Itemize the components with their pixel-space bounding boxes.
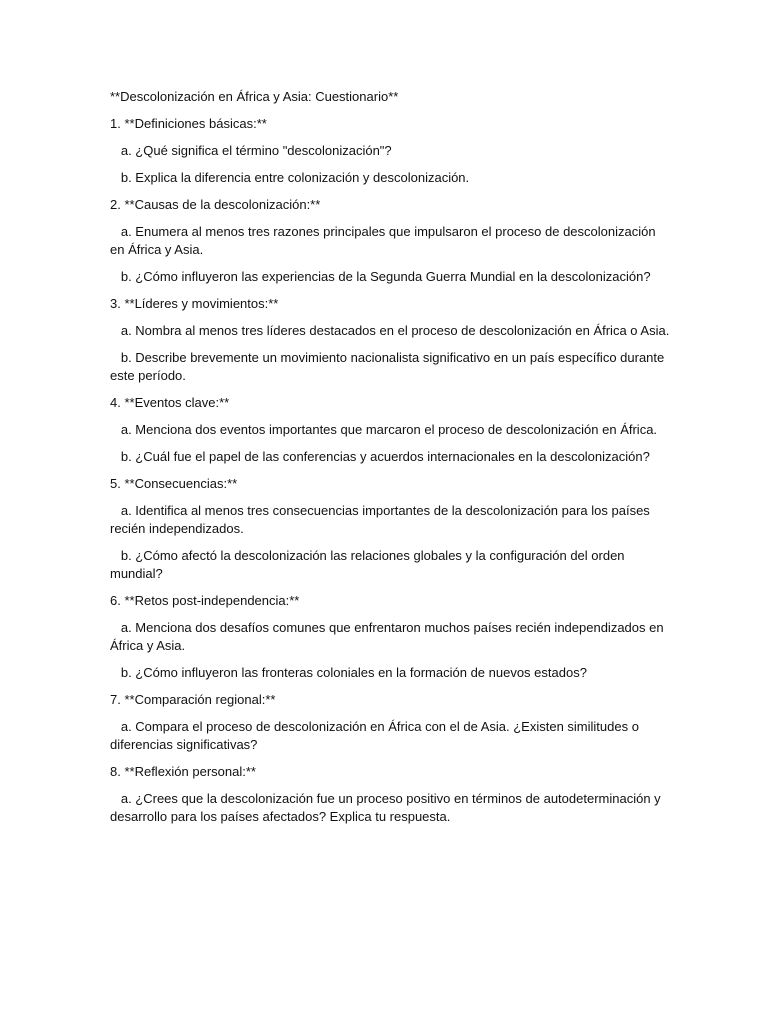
- question-item: a. Menciona dos desafíos comunes que enfrentaron muchos países recién independizados en África y Asia.: [110, 620, 668, 653]
- question-item: a. Identifica al menos tres consecuencias importantes de la descolonización para los países recién independizados.: [110, 503, 654, 536]
- section-2: [110, 196, 670, 286]
- question-heading: 2. **Causas de la descolonización:**: [110, 197, 321, 212]
- question-item: b. ¿Cómo influyeron las fronteras coloniales en la formación de nuevos estados?: [110, 665, 587, 680]
- question-heading: 3. **Líderes y movimientos:**: [110, 296, 279, 311]
- section-4: [110, 394, 670, 466]
- question-heading: 6. **Retos post-independencia:**: [110, 593, 300, 608]
- question-item: b. Describe brevemente un movimiento nacionalista significativo en un país específico durante este período.: [110, 350, 668, 383]
- question-heading: 8. **Reflexión personal:**: [110, 764, 256, 779]
- section-6: [110, 592, 670, 682]
- question-heading: 4. **Eventos clave:**: [110, 395, 230, 410]
- question-heading: 1. **Definiciones básicas:**: [110, 116, 267, 131]
- question-item: b. ¿Cómo afectó la descolonización las relaciones globales y la configuración del orden mundial?: [110, 548, 629, 581]
- question-item: a. ¿Qué significa el término "descolonización"?: [110, 143, 392, 158]
- document-title: **Descolonización en África y Asia: Cuestionario**: [110, 89, 399, 104]
- question-item: b. ¿Cuál fue el papel de las conferencias y acuerdos internacionales en la descolonización?: [110, 449, 650, 464]
- question-item: a. Menciona dos eventos importantes que marcaron el proceso de descolonización en África.: [110, 422, 658, 437]
- question-item: b. Explica la diferencia entre colonización y descolonización.: [110, 170, 470, 185]
- question-item: a. Nombra al menos tres líderes destacados en el proceso de descolonización en África o Asia.: [110, 323, 670, 338]
- section-8: [110, 763, 670, 826]
- document-page: [110, 88, 670, 835]
- question-heading: 5. **Consecuencias:**: [110, 476, 238, 491]
- question-heading: 7. **Comparación regional:**: [110, 692, 276, 707]
- question-item: a. Compara el proceso de descolonización en África con el de Asia. ¿Existen similitudes o diferencias significativas?: [110, 719, 643, 752]
- section-7: [110, 691, 670, 754]
- question-item: b. ¿Cómo influyeron las experiencias de la Segunda Guerra Mundial en la descolonización?: [110, 269, 651, 284]
- question-item: a. ¿Crees que la descolonización fue un proceso positivo en términos de autodeterminación y desarrollo para los países afectados? Explica tu respuesta.: [110, 791, 665, 824]
- section-1: [110, 115, 670, 187]
- question-item: a. Enumera al menos tres razones principales que impulsaron el proceso de descolonización en África y Asia.: [110, 224, 660, 257]
- section-5: [110, 475, 670, 583]
- section-3: [110, 295, 670, 385]
